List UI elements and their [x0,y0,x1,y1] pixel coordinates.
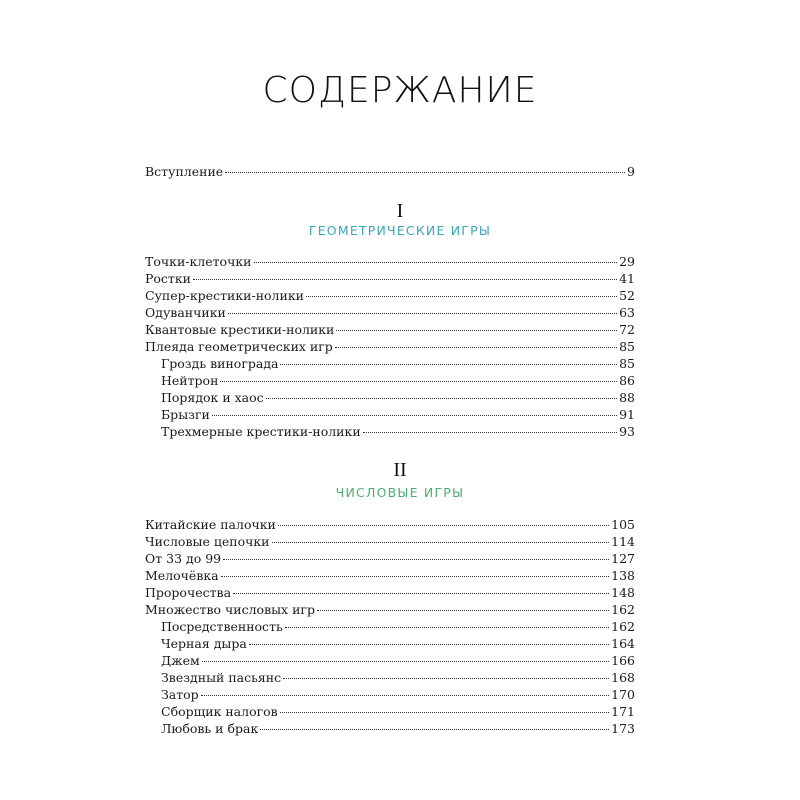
toc-entry-intro [145,163,635,180]
toc-entry-page: 91 [619,407,635,422]
intro-list [145,163,635,180]
toc-entry-label: Мелочёвка [145,568,219,583]
toc-subentry [145,423,635,440]
dot-leader [212,415,617,416]
toc-entry [145,287,635,304]
toc-entry-label: Супер-крестики-нолики [145,288,304,303]
dot-leader [254,262,618,263]
toc-entry-page: 173 [611,721,635,736]
dot-leader [278,525,609,526]
dot-leader [221,576,610,577]
toc-entry-page: 85 [619,339,635,354]
dot-leader [266,398,617,399]
toc-entry-page: 29 [619,254,635,269]
toc-entry-page: 168 [611,670,635,685]
toc-entry [145,550,635,567]
toc-entry-page: 127 [611,551,635,566]
toc-entry [145,321,635,338]
toc-subentry [145,686,635,703]
toc-entry-label: Посредственность [161,619,283,634]
toc-entry-page: 114 [611,534,635,549]
dot-leader [202,661,609,662]
toc-entry-page: 138 [611,568,635,583]
toc-entry-page: 63 [619,305,635,320]
dot-leader [272,542,610,543]
toc-subentry [145,652,635,669]
dot-leader [249,644,609,645]
dot-leader [283,678,609,679]
toc-entry [145,533,635,550]
toc-subentry [145,355,635,372]
dot-leader [280,364,617,365]
toc-subentry [145,406,635,423]
toc-entry-page: 164 [611,636,635,651]
toc-entry-label: Сборщик налогов [161,704,278,719]
dot-leader [280,712,609,713]
section-title-1: ГЕОМЕТРИЧЕСКИЕ ИГРЫ [308,223,492,238]
toc-subentry [145,618,635,635]
toc-entry-page: 86 [619,373,635,388]
toc-entry-page: 88 [619,390,635,405]
dot-leader [220,381,617,382]
section-2-list [145,516,635,737]
dot-leader [336,330,617,331]
toc-entry-page: 52 [619,288,635,303]
toc-entry-label: Квантовые крестики-нолики [145,322,335,337]
toc-entry-label: Вступление [145,164,224,179]
dot-leader [306,296,617,297]
toc-subentry [145,389,635,406]
toc-entry-label: Одуванчики [145,305,226,320]
toc-subentry [145,635,635,652]
toc-subentry [145,720,635,737]
toc-entry-page: 105 [611,517,635,532]
toc-entry-page: 72 [619,322,635,337]
toc-entry-label: Китайские палочки [145,517,276,532]
toc-entry-label: Нейтрон [161,373,219,388]
toc-entry-page: 41 [619,271,635,286]
toc-entry [145,253,635,270]
dot-leader [193,279,617,280]
section-number-2: II [393,459,407,481]
toc-entry [145,567,635,584]
toc-entry-label: Ростки [145,271,191,286]
toc-entry-page: 9 [627,164,635,179]
toc-entry-label: От 33 до 99 [145,551,222,566]
toc-entry [145,601,635,618]
toc-entry-page: 162 [611,619,635,634]
dot-leader [228,313,617,314]
toc-entry-page: 166 [611,653,635,668]
toc-entry-page: 170 [611,687,635,702]
toc-entry-label: Черная дыра [161,636,247,651]
toc-entry-label: Пророчества [145,585,232,600]
toc-entry-page: 93 [619,424,635,439]
toc-entry [145,584,635,601]
toc-entry-label: Джем [161,653,200,668]
toc-entry-page: 85 [619,356,635,371]
section-1-list [145,253,635,440]
toc-entry-label: Звездный пасьянс [161,670,282,685]
toc-subentry [145,703,635,720]
toc-entry-page: 148 [611,585,635,600]
toc-entry-label: Порядок и хаос [161,390,264,405]
toc-entry-label: Плеяда геометрических игр [145,339,333,354]
dot-leader [225,172,625,173]
toc-entry-label: Брызги [161,407,210,422]
section-number-1: I [396,200,404,222]
toc-entry-page: 171 [611,704,635,719]
dot-leader [201,695,609,696]
dot-leader [260,729,609,730]
toc-entry [145,270,635,287]
dot-leader [317,610,609,611]
toc-subentry [145,669,635,686]
toc-entry-label: Гроздь винограда [161,356,279,371]
toc-entry-label: Затор [161,687,199,702]
dot-leader [233,593,609,594]
dot-leader [335,347,617,348]
toc-entry [145,304,635,321]
toc-entry-page: 162 [611,602,635,617]
toc-entry-label: Числовые цепочки [145,534,270,549]
toc-entry [145,338,635,355]
toc-entry [145,516,635,533]
section-title-2: ЧИСЛОВЫЕ ИГРЫ [335,485,465,500]
toc-entry-label: Точки-клеточки [145,254,252,269]
toc-entry-label: Трехмерные крестики-нолики [161,424,361,439]
toc-subentry [145,372,635,389]
dot-leader [223,559,609,560]
toc-entry-label: Любовь и брак [161,721,259,736]
dot-leader [363,432,617,433]
toc-entry-label: Множество числовых игр [145,602,315,617]
dot-leader [285,627,609,628]
page-title: СОДЕРЖАНИЕ [262,70,538,111]
